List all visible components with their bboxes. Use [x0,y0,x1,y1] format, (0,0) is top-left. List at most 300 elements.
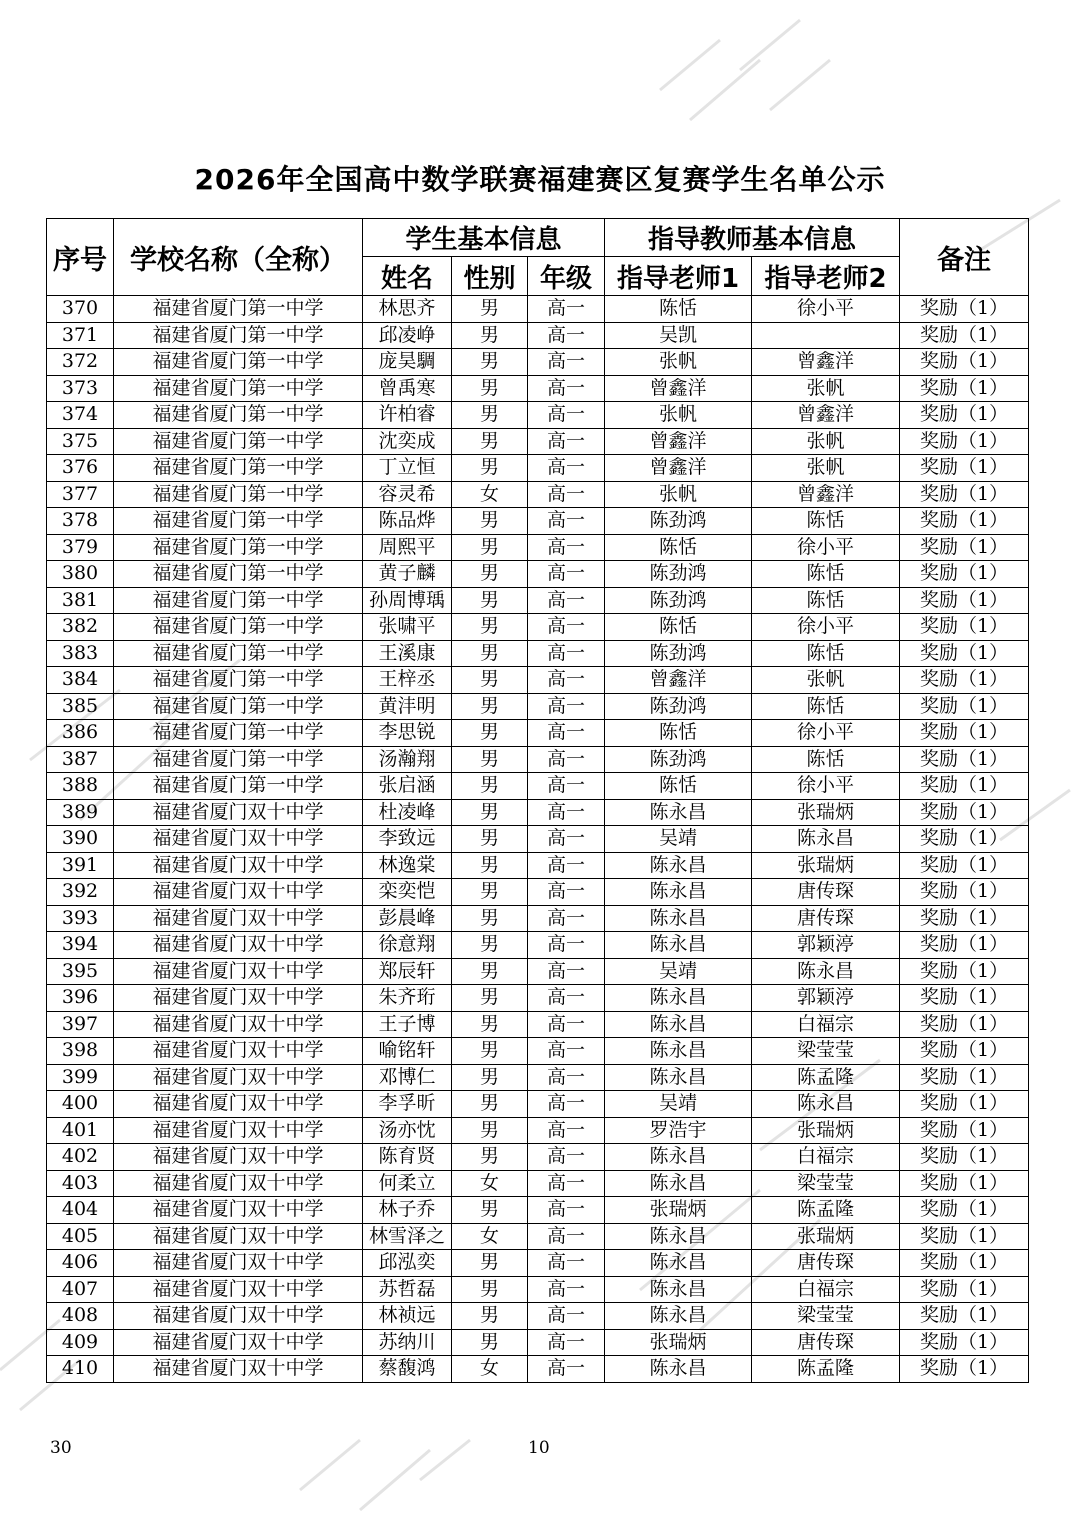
table-row [47,640,1029,667]
name-cell: 喻铭轩 [363,1038,452,1065]
table-row [47,799,1029,826]
table-row [47,455,1029,482]
name-cell: 邱凌峥 [363,322,452,349]
name-cell: 容灵希 [363,481,452,508]
grade-cell: 高一 [528,1303,605,1330]
teacher1-cell: 陈劲鸿 [605,746,752,773]
header-teacher-group: 指导教师基本信息 [605,219,900,257]
name-cell: 李致远 [363,826,452,853]
grade-cell: 高一 [528,1011,605,1038]
header-teacher2: 指导老师2 [752,257,900,296]
grade-cell: 高一 [528,826,605,853]
school-cell: 福建省厦门双十中学 [114,1303,363,1330]
school-cell: 福建省厦门第一中学 [114,534,363,561]
grade-cell: 高一 [528,481,605,508]
school-cell: 福建省厦门双十中学 [114,1276,363,1303]
gender-cell: 男 [452,640,528,667]
teacher2-cell: 梁莹莹 [752,1038,900,1065]
teacher1-cell: 张瑞炳 [605,1329,752,1356]
gender-cell: 男 [452,746,528,773]
grade-cell: 高一 [528,614,605,641]
name-cell: 杜凌峰 [363,799,452,826]
teacher1-cell: 罗浩宇 [605,1117,752,1144]
table-row [47,1144,1029,1171]
table-row [47,693,1029,720]
grade-cell: 高一 [528,932,605,959]
table-row [47,1170,1029,1197]
school-cell: 福建省厦门第一中学 [114,746,363,773]
gender-cell: 男 [452,1144,528,1171]
remark-cell: 奖励（1） [900,455,1029,482]
teacher2-cell: 郭颖渟 [752,932,900,959]
gender-cell: 男 [452,1197,528,1224]
teacher1-cell: 陈永昌 [605,852,752,879]
table-row [47,534,1029,561]
gender-cell: 男 [452,1091,528,1118]
teacher1-cell: 陈恬 [605,296,752,323]
teacher2-cell [752,322,900,349]
seq-cell: 390 [47,826,114,853]
grade-cell: 高一 [528,1091,605,1118]
gender-cell: 男 [452,932,528,959]
table-row [47,667,1029,694]
grade-cell: 高一 [528,561,605,588]
grade-cell: 高一 [528,879,605,906]
grade-cell: 高一 [528,402,605,429]
name-cell: 王梓丞 [363,667,452,694]
gender-cell: 男 [452,1329,528,1356]
teacher1-cell: 陈恬 [605,534,752,561]
teacher1-cell: 曾鑫洋 [605,667,752,694]
table-row [47,1329,1029,1356]
remark-cell: 奖励（1） [900,932,1029,959]
seq-cell: 370 [47,296,114,323]
teacher2-cell: 唐传琛 [752,1329,900,1356]
grade-cell: 高一 [528,1276,605,1303]
gender-cell: 男 [452,720,528,747]
table-row [47,905,1029,932]
table-row [47,1011,1029,1038]
table-row [47,1038,1029,1065]
gender-cell: 男 [452,561,528,588]
name-cell: 彭晨峰 [363,905,452,932]
table-row [47,561,1029,588]
name-cell: 李思锐 [363,720,452,747]
footer-left-number: 30 [50,1438,72,1458]
remark-cell: 奖励（1） [900,1144,1029,1171]
teacher2-cell: 唐传琛 [752,879,900,906]
teacher1-cell: 陈劲鸿 [605,508,752,535]
school-cell: 福建省厦门第一中学 [114,614,363,641]
remark-cell: 奖励（1） [900,958,1029,985]
school-cell: 福建省厦门双十中学 [114,1091,363,1118]
teacher1-cell: 陈永昌 [605,1170,752,1197]
teacher1-cell: 陈永昌 [605,1356,752,1383]
teacher1-cell: 陈恬 [605,720,752,747]
name-cell: 郑辰轩 [363,958,452,985]
teacher2-cell: 白福宗 [752,1011,900,1038]
grade-cell: 高一 [528,746,605,773]
table-row [47,481,1029,508]
school-cell: 福建省厦门第一中学 [114,349,363,376]
table-row [47,826,1029,853]
teacher1-cell: 陈恬 [605,773,752,800]
remark-cell: 奖励（1） [900,1303,1029,1330]
name-cell: 林思齐 [363,296,452,323]
name-cell: 林子乔 [363,1197,452,1224]
seq-cell: 374 [47,402,114,429]
remark-cell: 奖励（1） [900,1170,1029,1197]
teacher1-cell: 陈永昌 [605,932,752,959]
teacher1-cell: 吴靖 [605,1091,752,1118]
school-cell: 福建省厦门双十中学 [114,1144,363,1171]
table-row [47,1276,1029,1303]
grade-cell: 高一 [528,720,605,747]
grade-cell: 高一 [528,985,605,1012]
remark-cell: 奖励（1） [900,1197,1029,1224]
teacher2-cell: 唐传琛 [752,1250,900,1277]
grade-cell: 高一 [528,428,605,455]
grade-cell: 高一 [528,1144,605,1171]
name-cell: 汤亦忱 [363,1117,452,1144]
header-gender: 性别 [452,257,528,296]
teacher2-cell: 徐小平 [752,720,900,747]
gender-cell: 男 [452,375,528,402]
grade-cell: 高一 [528,534,605,561]
school-cell: 福建省厦门双十中学 [114,958,363,985]
header-teacher1: 指导老师1 [605,257,752,296]
name-cell: 蔡馥鸿 [363,1356,452,1383]
school-cell: 福建省厦门双十中学 [114,1223,363,1250]
school-cell: 福建省厦门第一中学 [114,455,363,482]
teacher1-cell: 陈永昌 [605,1223,752,1250]
school-cell: 福建省厦门双十中学 [114,1038,363,1065]
teacher1-cell: 张瑞炳 [605,1197,752,1224]
grade-cell: 高一 [528,1038,605,1065]
header-school: 学校名称（全称） [114,219,363,296]
seq-cell: 375 [47,428,114,455]
school-cell: 福建省厦门双十中学 [114,1329,363,1356]
teacher1-cell: 陈永昌 [605,1064,752,1091]
seq-cell: 376 [47,455,114,482]
roster-body [47,296,1029,1383]
grade-cell: 高一 [528,1356,605,1383]
table-row [47,1117,1029,1144]
table-row [47,1356,1029,1383]
teacher1-cell: 曾鑫洋 [605,375,752,402]
table-row [47,1091,1029,1118]
header-grade: 年级 [528,257,605,296]
teacher2-cell: 张瑞炳 [752,799,900,826]
grade-cell: 高一 [528,1250,605,1277]
seq-cell: 400 [47,1091,114,1118]
teacher1-cell: 陈永昌 [605,1276,752,1303]
teacher2-cell: 曾鑫洋 [752,349,900,376]
grade-cell: 高一 [528,587,605,614]
remark-cell: 奖励（1） [900,799,1029,826]
remark-cell: 奖励（1） [900,561,1029,588]
teacher2-cell: 徐小平 [752,773,900,800]
school-cell: 福建省厦门第一中学 [114,667,363,694]
name-cell: 何柔立 [363,1170,452,1197]
school-cell: 福建省厦门双十中学 [114,932,363,959]
teacher1-cell: 张帆 [605,481,752,508]
table-row [47,1064,1029,1091]
school-cell: 福建省厦门双十中学 [114,852,363,879]
teacher2-cell: 张瑞炳 [752,1117,900,1144]
remark-cell: 奖励（1） [900,296,1029,323]
name-cell: 邱泓奕 [363,1250,452,1277]
gender-cell: 男 [452,508,528,535]
school-cell: 福建省厦门第一中学 [114,640,363,667]
gender-cell: 男 [452,958,528,985]
school-cell: 福建省厦门第一中学 [114,428,363,455]
remark-cell: 奖励（1） [900,852,1029,879]
name-cell: 曾禹寒 [363,375,452,402]
teacher2-cell: 陈恬 [752,746,900,773]
teacher2-cell: 陈恬 [752,561,900,588]
seq-cell: 398 [47,1038,114,1065]
table-row [47,932,1029,959]
table-row [47,322,1029,349]
student-roster-table [46,218,1029,1383]
school-cell: 福建省厦门双十中学 [114,1170,363,1197]
remark-cell: 奖励（1） [900,428,1029,455]
gender-cell: 男 [452,1117,528,1144]
school-cell: 福建省厦门第一中学 [114,375,363,402]
seq-cell: 383 [47,640,114,667]
name-cell: 王子博 [363,1011,452,1038]
school-cell: 福建省厦门双十中学 [114,1011,363,1038]
seq-cell: 406 [47,1250,114,1277]
teacher2-cell: 白福宗 [752,1144,900,1171]
remark-cell: 奖励（1） [900,667,1029,694]
remark-cell: 奖励（1） [900,375,1029,402]
name-cell: 朱齐珩 [363,985,452,1012]
school-cell: 福建省厦门第一中学 [114,481,363,508]
grade-cell: 高一 [528,905,605,932]
teacher2-cell: 张帆 [752,667,900,694]
teacher1-cell: 陈恬 [605,614,752,641]
page-number: 10 [528,1438,550,1458]
grade-cell: 高一 [528,1117,605,1144]
gender-cell: 男 [452,1250,528,1277]
school-cell: 福建省厦门第一中学 [114,587,363,614]
school-cell: 福建省厦门第一中学 [114,693,363,720]
gender-cell: 男 [452,1011,528,1038]
school-cell: 福建省厦门双十中学 [114,1197,363,1224]
seq-cell: 397 [47,1011,114,1038]
teacher2-cell: 梁莹莹 [752,1303,900,1330]
remark-cell: 奖励（1） [900,402,1029,429]
grade-cell: 高一 [528,1197,605,1224]
name-cell: 张啸平 [363,614,452,641]
table-row [47,985,1029,1012]
seq-cell: 395 [47,958,114,985]
remark-cell: 奖励（1） [900,1064,1029,1091]
teacher2-cell: 陈孟隆 [752,1197,900,1224]
grade-cell: 高一 [528,349,605,376]
seq-cell: 378 [47,508,114,535]
teacher2-cell: 陈孟隆 [752,1064,900,1091]
teacher1-cell: 曾鑫洋 [605,455,752,482]
table-row [47,1197,1029,1224]
gender-cell: 男 [452,614,528,641]
table-row [47,746,1029,773]
gender-cell: 男 [452,534,528,561]
teacher2-cell: 陈恬 [752,640,900,667]
teacher2-cell: 陈永昌 [752,1091,900,1118]
grade-cell: 高一 [528,667,605,694]
gender-cell: 女 [452,481,528,508]
teacher2-cell: 曾鑫洋 [752,481,900,508]
teacher2-cell: 梁莹莹 [752,1170,900,1197]
school-cell: 福建省厦门双十中学 [114,1117,363,1144]
grade-cell: 高一 [528,1329,605,1356]
table-row [47,1250,1029,1277]
remark-cell: 奖励（1） [900,640,1029,667]
table-row [47,1303,1029,1330]
teacher2-cell: 徐小平 [752,296,900,323]
teacher1-cell: 吴靖 [605,958,752,985]
grade-cell: 高一 [528,1064,605,1091]
teacher2-cell: 徐小平 [752,614,900,641]
teacher1-cell: 陈永昌 [605,985,752,1012]
seq-cell: 396 [47,985,114,1012]
remark-cell: 奖励（1） [900,1223,1029,1250]
grade-cell: 高一 [528,640,605,667]
teacher1-cell: 陈永昌 [605,1303,752,1330]
remark-cell: 奖励（1） [900,905,1029,932]
name-cell: 林祯远 [363,1303,452,1330]
gender-cell: 男 [452,587,528,614]
seq-cell: 379 [47,534,114,561]
name-cell: 孙周博瑀 [363,587,452,614]
teacher1-cell: 陈永昌 [605,1144,752,1171]
table-row [47,428,1029,455]
remark-cell: 奖励（1） [900,587,1029,614]
seq-cell: 393 [47,905,114,932]
gender-cell: 男 [452,826,528,853]
remark-cell: 奖励（1） [900,693,1029,720]
school-cell: 福建省厦门双十中学 [114,1064,363,1091]
teacher2-cell: 张帆 [752,375,900,402]
seq-cell: 410 [47,1356,114,1383]
teacher1-cell: 陈永昌 [605,1011,752,1038]
gender-cell: 男 [452,1276,528,1303]
table-row [47,1223,1029,1250]
seq-cell: 373 [47,375,114,402]
teacher1-cell: 陈永昌 [605,1038,752,1065]
gender-cell: 男 [452,428,528,455]
table-row [47,296,1029,323]
remark-cell: 奖励（1） [900,1250,1029,1277]
remark-cell: 奖励（1） [900,879,1029,906]
name-cell: 李孚昕 [363,1091,452,1118]
teacher1-cell: 陈永昌 [605,905,752,932]
school-cell: 福建省厦门第一中学 [114,720,363,747]
name-cell: 邓博仁 [363,1064,452,1091]
seq-cell: 382 [47,614,114,641]
seq-cell: 391 [47,852,114,879]
teacher1-cell: 曾鑫洋 [605,428,752,455]
remark-cell: 奖励（1） [900,534,1029,561]
teacher1-cell: 陈劲鸿 [605,561,752,588]
school-cell: 福建省厦门双十中学 [114,905,363,932]
table-row [47,879,1029,906]
name-cell: 庞昊騆 [363,349,452,376]
teacher2-cell: 陈恬 [752,508,900,535]
gender-cell: 男 [452,852,528,879]
teacher2-cell: 张瑞炳 [752,852,900,879]
remark-cell: 奖励（1） [900,1011,1029,1038]
remark-cell: 奖励（1） [900,746,1029,773]
school-cell: 福建省厦门双十中学 [114,879,363,906]
name-cell: 许柏睿 [363,402,452,429]
remark-cell: 奖励（1） [900,773,1029,800]
table-row [47,614,1029,641]
teacher2-cell: 唐传琛 [752,905,900,932]
seq-cell: 381 [47,587,114,614]
name-cell: 周熙平 [363,534,452,561]
teacher2-cell: 张瑞炳 [752,1223,900,1250]
remark-cell: 奖励（1） [900,1091,1029,1118]
school-cell: 福建省厦门双十中学 [114,1356,363,1383]
remark-cell: 奖励（1） [900,1276,1029,1303]
gender-cell: 男 [452,879,528,906]
gender-cell: 男 [452,402,528,429]
remark-cell: 奖励（1） [900,349,1029,376]
teacher1-cell: 陈劲鸿 [605,693,752,720]
gender-cell: 男 [452,1303,528,1330]
teacher2-cell: 陈恬 [752,693,900,720]
table-row [47,587,1029,614]
header-remark: 备注 [900,219,1029,296]
teacher1-cell: 吴靖 [605,826,752,853]
seq-cell: 407 [47,1276,114,1303]
teacher1-cell: 吴凯 [605,322,752,349]
seq-cell: 392 [47,879,114,906]
teacher1-cell: 陈劲鸿 [605,587,752,614]
gender-cell: 男 [452,455,528,482]
seq-cell: 405 [47,1223,114,1250]
gender-cell: 男 [452,905,528,932]
school-cell: 福建省厦门双十中学 [114,985,363,1012]
name-cell: 栾奕恺 [363,879,452,906]
table-row [47,508,1029,535]
gender-cell: 男 [452,985,528,1012]
name-cell: 徐意翔 [363,932,452,959]
remark-cell: 奖励（1） [900,720,1029,747]
teacher2-cell: 白福宗 [752,1276,900,1303]
gender-cell: 男 [452,1064,528,1091]
remark-cell: 奖励（1） [900,481,1029,508]
seq-cell: 409 [47,1329,114,1356]
teacher1-cell: 张帆 [605,349,752,376]
name-cell: 汤瀚翔 [363,746,452,773]
table-row [47,402,1029,429]
grade-cell: 高一 [528,852,605,879]
seq-cell: 408 [47,1303,114,1330]
seq-cell: 387 [47,746,114,773]
gender-cell: 男 [452,799,528,826]
grade-cell: 高一 [528,1170,605,1197]
name-cell: 林雪泽之 [363,1223,452,1250]
gender-cell: 男 [452,773,528,800]
seq-cell: 403 [47,1170,114,1197]
teacher1-cell: 张帆 [605,402,752,429]
grade-cell: 高一 [528,322,605,349]
